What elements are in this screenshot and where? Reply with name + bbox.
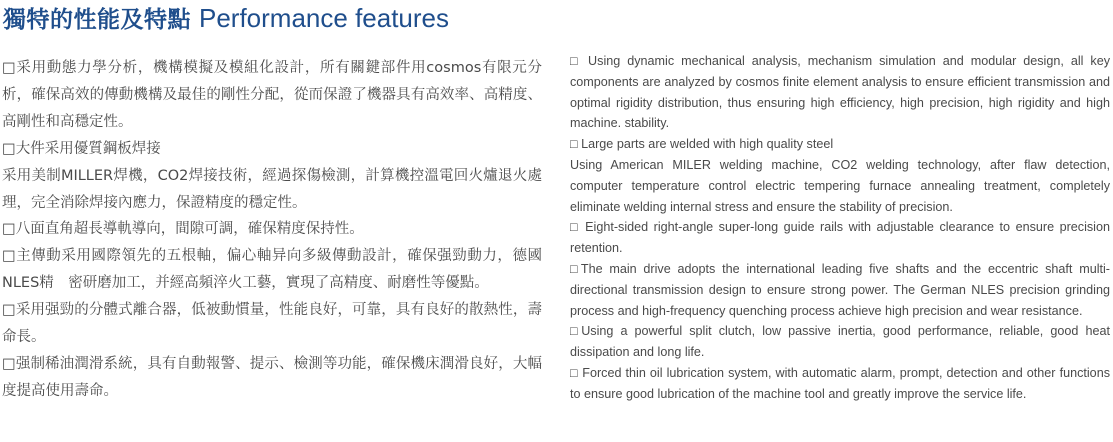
en-paragraph-welding-detail: Using American MILER welding machine, CO2 welding technology, after flaw detection, computer temperature control electric tempering furnace annealing treatment, completely eliminate welding internal stress and ensure the stability of precision. bbox=[570, 157, 1110, 214]
en-paragraph-lubrication: □ Forced thin oil lubrication system, with automatic alarm, prompt, detection and other functions to ensure good lubrication of the machine tool and greatly improve the service life. bbox=[570, 365, 1110, 401]
english-column bbox=[570, 51, 1110, 405]
zh-paragraph-welding-heading: □大件采用優質鋼板焊接 bbox=[2, 140, 161, 157]
zh-paragraph-analysis: □采用動態力學分析，機構模擬及模組化設計，所有關鍵部件用cosmos有限元分析，確保高效的傳動機構及最佳的剛性分配，從而保證了機器具有高效率、高精度、高剛性和高穩定性。 bbox=[2, 60, 542, 130]
zh-paragraph-guide-rails: □八面直角超長導軌導向，間隙可調，確保精度保持性。 bbox=[2, 221, 364, 238]
zh-paragraph-lubrication: □强制稀油潤滑系統，具有自動報警、提示、檢測等功能，確保機床潤滑良好，大幅度提高使用壽命。 bbox=[2, 355, 542, 399]
en-paragraph-analysis: □ Using dynamic mechanical analysis, mechanism simulation and modular design, all key components are analyzed by cosmos finite element analysis to ensure efficient transmission and optimal rigidity distribution, thus ensuring high efficiency, high precision, high rigidity and high machine. stability. bbox=[570, 54, 1110, 131]
en-paragraph-guide-rails: □ Eight-sided right-angle super-long guide rails with adjustable clearance to ensure precision retention. bbox=[570, 220, 1110, 256]
title-chinese: 獨特的性能及特點 bbox=[3, 7, 191, 33]
chinese-column bbox=[2, 55, 542, 405]
title-english: Performance features bbox=[199, 3, 450, 33]
en-paragraph-welding-heading: □ Large parts are welded with high quality steel bbox=[570, 137, 834, 152]
zh-paragraph-clutch: □采用强勁的分體式離合器，低被動慣量，性能良好，可靠，具有良好的散熱性，壽命長。 bbox=[2, 302, 542, 346]
page-title bbox=[3, 3, 449, 33]
zh-paragraph-welding-detail: 采用美制MILLER焊機，CO2焊接技術，經過探傷檢測，計算機控溫電回火爐退火處理，完全消除焊接內應力，保證精度的穩定性。 bbox=[2, 167, 542, 211]
en-paragraph-main-drive: □The main drive adopts the international leading five shafts and the eccentric shaft multi-directional transmission design to ensure strong power. The German NLES precision grinding process and high-frequency quenching process achieve high precision and wear resistance. bbox=[570, 261, 1110, 318]
zh-paragraph-main-drive: □主傳動采用國際領先的五根軸，偏心軸异向多級傳動設計，確保强勁動力，德國NLES精 密研磨加工，并經高頻淬火工藝，實現了高精度、耐磨性等優點。 bbox=[2, 248, 542, 292]
en-paragraph-clutch: □Using a powerful split clutch, low passive inertia, good performance, reliable, good heat dissipation and long life. bbox=[570, 324, 1110, 360]
